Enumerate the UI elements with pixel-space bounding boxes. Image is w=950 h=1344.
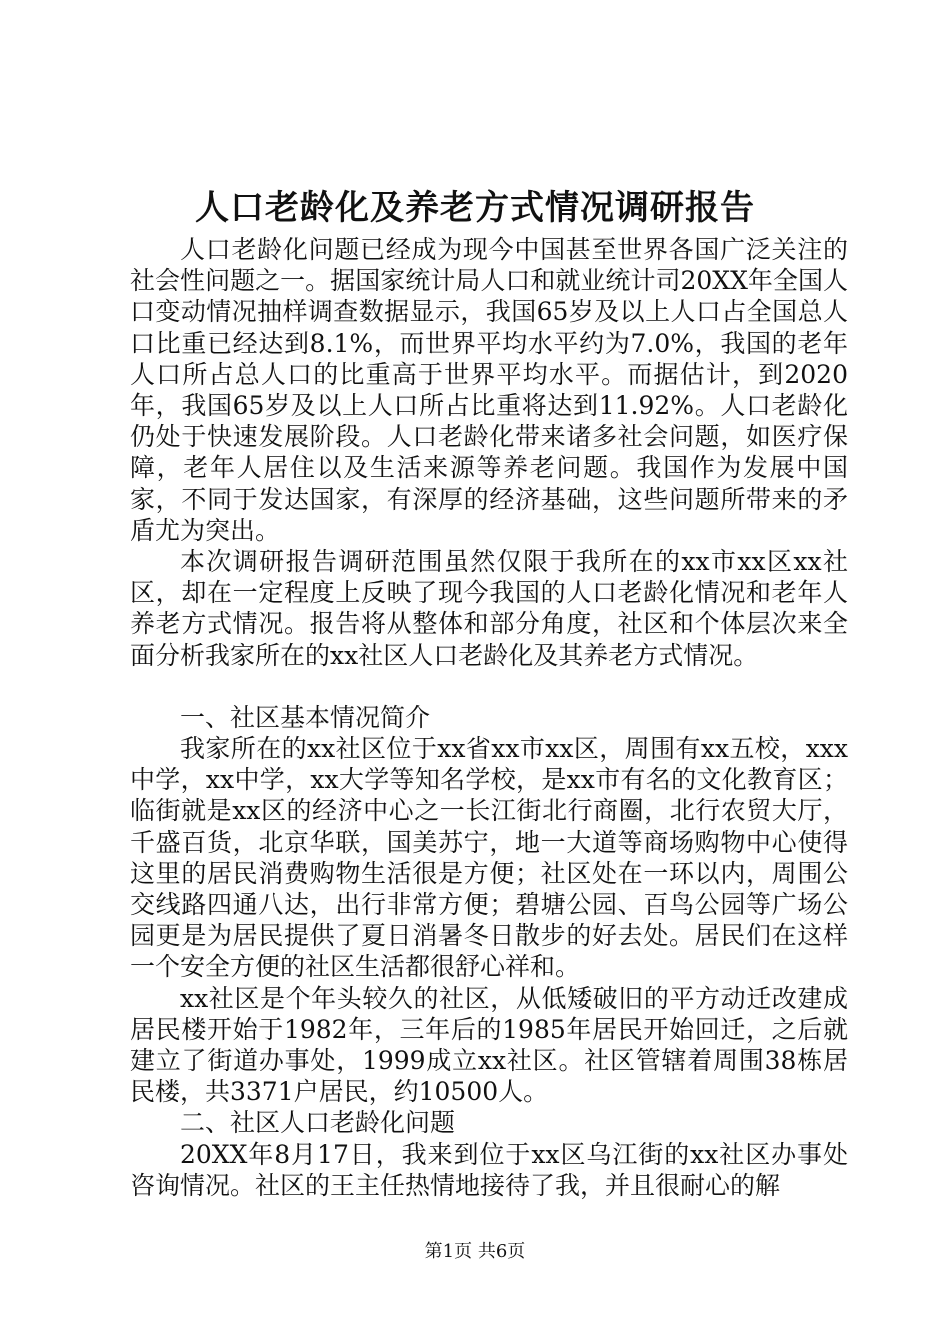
page-footer: 第1页 共6页 <box>424 1241 526 1262</box>
section1-paragraph-1: 我家所在的xx社区位于xx省xx市xx区，周围有xx五校，xxx中学，xx中学，xx大学等知名学校，是xx市有名的文化教育区；临街就是xx区的经济中心之一长江街北行商圈，北行农贸大厅，千盛百货，北京华联，国美苏宁，地一大道等商场购物中心使得这里的居民消费购物生活很是方便；社区处在一环以内，周围公交线路四通八达，出行非常方便；碧塘公园、百鸟公园等广场公园更是为居民提供了夏日消暑冬日散步的好去处。居民们在这样一个安全方便的社区生活都很舒心祥和。 <box>130 734 848 982</box>
intro-paragraph-1: 人口老龄化问题已经成为现今中国甚至世界各国广泛关注的社会性问题之一。据国家统计局人口和就业统计司20XX年全国人口变动情况抽样调查数据显示，我国65岁及以上人口占全国总人口比重已经达到8.1%，而世界平均水平约为7.0%，我国的老年人口所占总人口的比重高于世界平均水平。而据估计，到2020年，我国65岁及以上人口所占比重将达到11.92%。人口老龄化仍处于快速发展阶段。人口老龄化带来诸多社会问题，如医疗保障，老年人居住以及生活来源等养老问题。我国作为发展中国家，不同于发达国家，有深厚的经济基础，这些问题所带来的矛盾尤为突出。 <box>130 235 848 545</box>
document-title: 人口老龄化及养老方式情况调研报告 <box>195 188 755 228</box>
section-heading-1: 一、社区基本情况简介 <box>180 702 431 732</box>
section2-paragraph-1: 20XX年8月17日，我来到位于xx区乌江街的xx社区办事处咨询情况。社区的王主任热情地接待了我，并且很耐心的解 <box>130 1139 848 1200</box>
section1-paragraph-2: xx社区是个年头较久的社区，从低矮破旧的平方动迁改建成居民楼开始于1982年，三年后的1985年居民开始回迁，之后就建立了街道办事处，1999成立xx社区。社区管辖着周围38栋居民楼，共3371户居民，约10500人。 <box>130 983 848 1107</box>
document-body <box>130 234 848 1201</box>
section-heading-2: 二、社区人口老龄化问题 <box>180 1108 456 1138</box>
intro-paragraph-2: 本次调研报告调研范围虽然仅限于我所在的xx市xx区xx社区，却在一定程度上反映了现今我国的人口老龄化情况和老年人养老方式情况。报告将从整体和部分角度，社区和个体层次来全面分析我家所在的xx社区人口老龄化及其养老方式情况。 <box>130 547 848 670</box>
